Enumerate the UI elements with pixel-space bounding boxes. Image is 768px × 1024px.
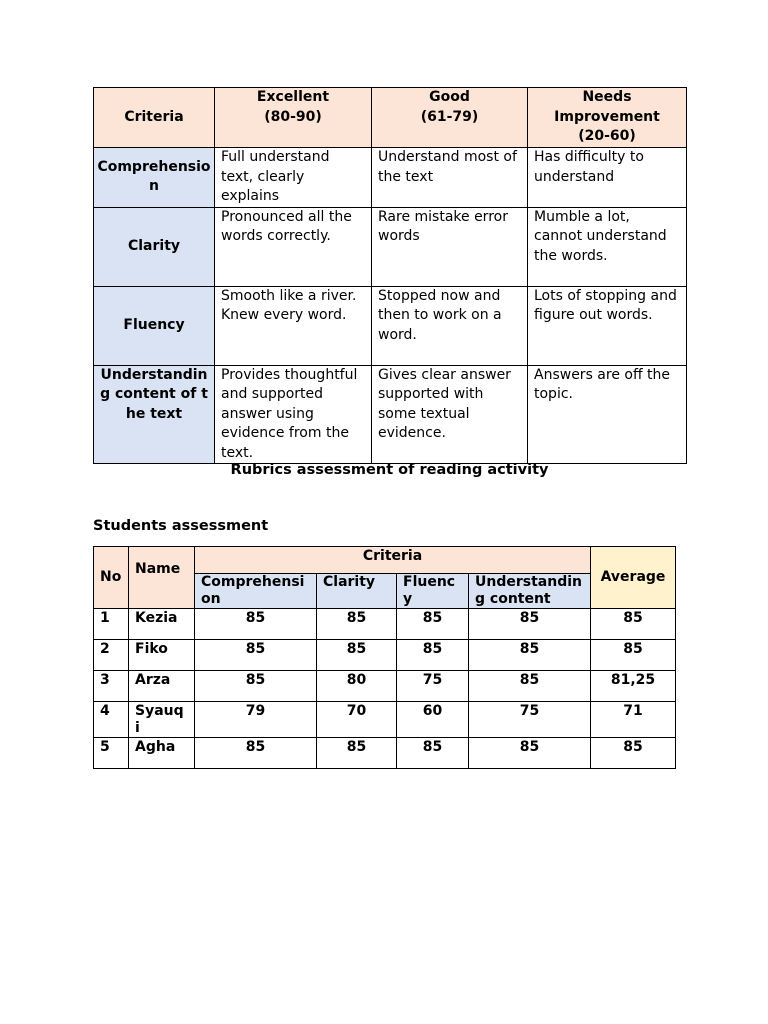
row-clarity: 85 bbox=[317, 640, 397, 671]
row-comprehension: 85 bbox=[195, 738, 317, 769]
header-fluency: Fluency bbox=[397, 574, 469, 609]
needs-description: Has difficulty to understand bbox=[528, 148, 687, 208]
row-clarity: 85 bbox=[317, 609, 397, 640]
header-no: No bbox=[94, 547, 129, 609]
criterion-comprehension: Comprehension bbox=[94, 148, 215, 208]
row-name: Syauqi bbox=[129, 702, 195, 738]
rubric-row bbox=[94, 148, 687, 208]
row-clarity: 85 bbox=[317, 738, 397, 769]
header-criteria: Criteria bbox=[195, 547, 591, 574]
row-no: 2 bbox=[94, 640, 129, 671]
students-section-title: Students assessment bbox=[93, 518, 269, 534]
row-no: 5 bbox=[94, 738, 129, 769]
criterion-clarity: Clarity bbox=[94, 207, 215, 286]
students-table bbox=[93, 546, 676, 769]
excellent-description: Provides thoughtful and supported answer using evidence from the text. bbox=[215, 365, 372, 464]
row-comprehension: 85 bbox=[195, 640, 317, 671]
row-understanding: 75 bbox=[469, 702, 591, 738]
row-no: 1 bbox=[94, 609, 129, 640]
row-comprehension: 85 bbox=[195, 609, 317, 640]
row-clarity: 80 bbox=[317, 671, 397, 702]
row-understanding: 85 bbox=[469, 609, 591, 640]
needs-description: Answers are off the topic. bbox=[528, 365, 687, 464]
rubric-caption: Rubrics assessment of reading activity bbox=[230, 462, 549, 478]
rubric-row bbox=[94, 207, 687, 286]
row-understanding: 85 bbox=[469, 640, 591, 671]
table-row bbox=[94, 738, 676, 769]
needs-description: Lots of stopping and figure out words. bbox=[528, 286, 687, 365]
students-header-row bbox=[94, 547, 676, 574]
table-row bbox=[94, 702, 676, 738]
rubric-table bbox=[93, 87, 687, 464]
criterion-understanding: Understanding content of the text bbox=[94, 365, 215, 464]
needs-description: Mumble a lot, cannot understand the words. bbox=[528, 207, 687, 286]
header-understanding: Understanding content bbox=[469, 574, 591, 609]
row-fluency: 85 bbox=[397, 738, 469, 769]
excellent-description: Smooth like a river. Knew every word. bbox=[215, 286, 372, 365]
header-clarity: Clarity bbox=[317, 574, 397, 609]
header-average: Average bbox=[591, 547, 676, 609]
row-fluency: 85 bbox=[397, 640, 469, 671]
good-description: Stopped now and then to work on a word. bbox=[372, 286, 528, 365]
row-name: Agha bbox=[129, 738, 195, 769]
header-excellent: Excellent (80-90) bbox=[215, 88, 372, 148]
table-row bbox=[94, 640, 676, 671]
row-no: 4 bbox=[94, 702, 129, 738]
row-average: 71 bbox=[591, 702, 676, 738]
rubric-row bbox=[94, 286, 687, 365]
good-description: Understand most of the text bbox=[372, 148, 528, 208]
row-clarity: 70 bbox=[317, 702, 397, 738]
row-comprehension: 85 bbox=[195, 671, 317, 702]
row-comprehension: 79 bbox=[195, 702, 317, 738]
row-fluency: 60 bbox=[397, 702, 469, 738]
table-row bbox=[94, 609, 676, 640]
row-understanding: 85 bbox=[469, 671, 591, 702]
row-average: 85 bbox=[591, 609, 676, 640]
rubric-header-row bbox=[94, 88, 687, 148]
row-average: 81,25 bbox=[591, 671, 676, 702]
header-good: Good (61-79) bbox=[372, 88, 528, 148]
criterion-fluency: Fluency bbox=[94, 286, 215, 365]
row-fluency: 75 bbox=[397, 671, 469, 702]
row-average: 85 bbox=[591, 738, 676, 769]
header-comprehension: Comprehension bbox=[195, 574, 317, 609]
good-description: Gives clear answer supported with some textual evidence. bbox=[372, 365, 528, 464]
row-name: Fiko bbox=[129, 640, 195, 671]
header-name: Name bbox=[129, 547, 195, 609]
header-needs-improvement: Needs Improvement (20-60) bbox=[528, 88, 687, 148]
row-name: Arza bbox=[129, 671, 195, 702]
excellent-description: Pronounced all the words correctly. bbox=[215, 207, 372, 286]
rubric-row bbox=[94, 365, 687, 464]
table-row bbox=[94, 671, 676, 702]
row-fluency: 85 bbox=[397, 609, 469, 640]
header-criteria: Criteria bbox=[94, 88, 215, 148]
row-average: 85 bbox=[591, 640, 676, 671]
good-description: Rare mistake error words bbox=[372, 207, 528, 286]
row-understanding: 85 bbox=[469, 738, 591, 769]
row-no: 3 bbox=[94, 671, 129, 702]
row-name: Kezia bbox=[129, 609, 195, 640]
excellent-description: Full understand text, clearly explains bbox=[215, 148, 372, 208]
